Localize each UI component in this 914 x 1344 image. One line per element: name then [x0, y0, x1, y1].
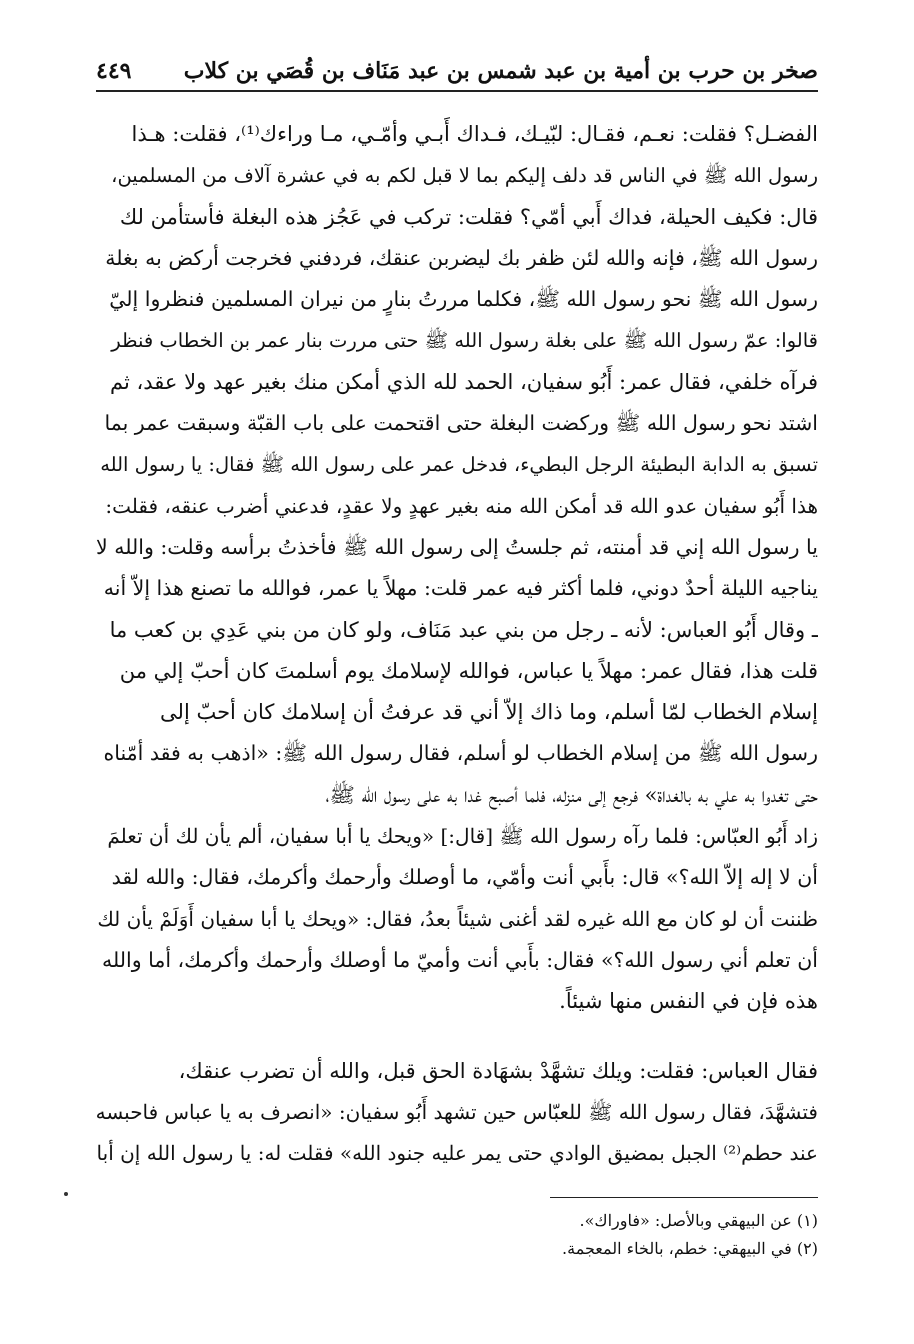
footnote-rule	[550, 1197, 818, 1198]
text-line: فتشهَّدَ، فقال رسول الله ﷺ للعبّاس حين تشهد أَبُو سفيان: «انصرف به يا عباس فاحبسه	[96, 1099, 818, 1124]
text-line: رسول الله ﷺ من إسلام الخطاب لو أسلم، فقال رسول الله ﷺ: «اذهب به فقد أمّناه	[103, 741, 818, 766]
text-line: قلت هذا، فقال عمر: مهلاً يا عباس، فوالله لإسلامك يوم أسلمتَ كان أحبّ إلي من	[119, 658, 818, 683]
margin-dot	[64, 1192, 68, 1196]
text-line: إسلام الخطاب لمّا أسلم، وما ذاك إلاّ أني قد عرفتُ أن إسلامك كان أحبّ إلى	[160, 700, 818, 725]
text-line: رسول الله ﷺ في الناس قد دلف إليكم بما لا قبل لكم به في عشرة آلاف من المسلمين،	[111, 164, 818, 188]
paragraph-1	[96, 114, 818, 1023]
text-line: فرآه خلفي، فقال عمر: أَبُو سفيان، الحمد لله الذي أمكن منك بغير عهد ولا عقد، ثم	[110, 369, 818, 394]
text-line: ـ وقال أَبُو العباس: لأنه ـ رجل من بني عبد مَنَاف، ولو كان من بني عَدِي بن كعب ما	[109, 617, 818, 642]
page-number: ٤٤٩	[96, 58, 132, 84]
text-line: هذه فإن في النفس منها شيئاً.	[559, 989, 818, 1014]
text-line: هذا أَبُو سفيان عدو الله قد أمكن الله منه بغير عهدٍ ولا عقدٍ، فدعني أضرب عنقه، فقلت:	[105, 493, 818, 518]
text-line: يا رسول الله إني قد أمنته، ثم جلستُ إلى رسول الله ﷺ فأخذتُ برأسه وقلت: والله لا	[96, 534, 818, 559]
text-line: يناجيه الليلة أحدٌ دوني، فلما أكثر فيه عمر قلت: مهلاً يا عمر، فوالله ما تصنع هذا إلاّ أنه	[103, 576, 818, 601]
text-line: حتى تغدوا به علي به بالغداة» فرجع إلى منزله، فلما أصبح غدا به على رسول الله ﷺ،	[325, 782, 818, 807]
text-line: أن لا إله إلاّ الله؟» قال: بأَبي أنت وأمّي، ما أوصلك وأرحمك وأكرمك، فقال: والله لقد	[111, 865, 818, 890]
text-line: اشتد نحو رسول الله ﷺ وركضت البغلة حتى اقتحمت على باب القبّة وسبقت عمر بما	[104, 411, 818, 436]
page-header	[96, 54, 818, 88]
text-line: رسول الله ﷺ، فإنه والله لئن ظفر بك ليضربن عنقك، فردفني فخرجت أركض به بغلة	[105, 245, 818, 270]
text-line: قال: فكيف الحيلة، فداك أَبي أمّي؟ فقلت: تركب في عَجُز هذه البغلة فأستأمن لك	[119, 204, 818, 229]
footnotes	[96, 1207, 818, 1263]
footnote-2: (٢) في البيهقي: خطم، بالخاء المعجمة.	[562, 1239, 818, 1258]
text-line: زاد أَبُو العبّاس: فلما رآه رسول الله ﷺ [قال:] «ويحك يا أبا سفيان، ألم يأن لك أن تعلمَ	[107, 824, 818, 849]
text-line: تسبق به الدابة البطيئة الرجل البطيء، فدخل عمر على رسول الله ﷺ فقال: يا رسول الله	[100, 453, 818, 477]
header-rule	[96, 90, 818, 92]
running-title: صخر بن حرب بن أمية بن عبد شمس بن عبد مَنَاف بن قُصَي بن كلاب	[183, 58, 818, 84]
footnote-1: (١) عن البيهقي وبالأصل: «فاوراك».	[579, 1211, 818, 1230]
text-line: أن تعلم أني رسول الله؟» فقال: بأَبي أنت وأميّ ما أوصلك وأرحمك وأكرمك، أما والله	[101, 947, 818, 972]
text-line: الفضـل؟ فقلت: نعـم، فقـال: لبّيـك، فـداك أَبـي وأمّـي، مـا وراءك⁽¹⁾، فقلت: هـذا	[131, 122, 818, 146]
text-line: قالوا: عمّ رسول الله ﷺ على بغلة رسول الله ﷺ حتى مررت بنار عمر بن الخطاب فنظر	[111, 329, 818, 353]
text-line: فقال العباس: فقلت: ويلك تشهَّدْ بشهَادة الحق قبل، والله أن تضرب عنقك،	[178, 1058, 818, 1083]
paragraph-2	[96, 1051, 818, 1175]
text-line: عند حطم⁽²⁾ الجبل بمضيق الوادي حتى يمر عليه جنود الله» فقلت له: يا رسول الله إن أبا	[96, 1141, 818, 1166]
body-text	[96, 114, 818, 1174]
text-line: ظننت أن لو كان مع الله غيره لقد أغنى شيئاً بعدُ، فقال: «ويحك يا أبا سفيان أَوَلَمْ يأن لك	[97, 906, 818, 931]
text-line: رسول الله ﷺ نحو رسول الله ﷺ، فكلما مررتُ بنارٍ من نيران المسلمين فنظروا إليّ	[109, 287, 818, 312]
